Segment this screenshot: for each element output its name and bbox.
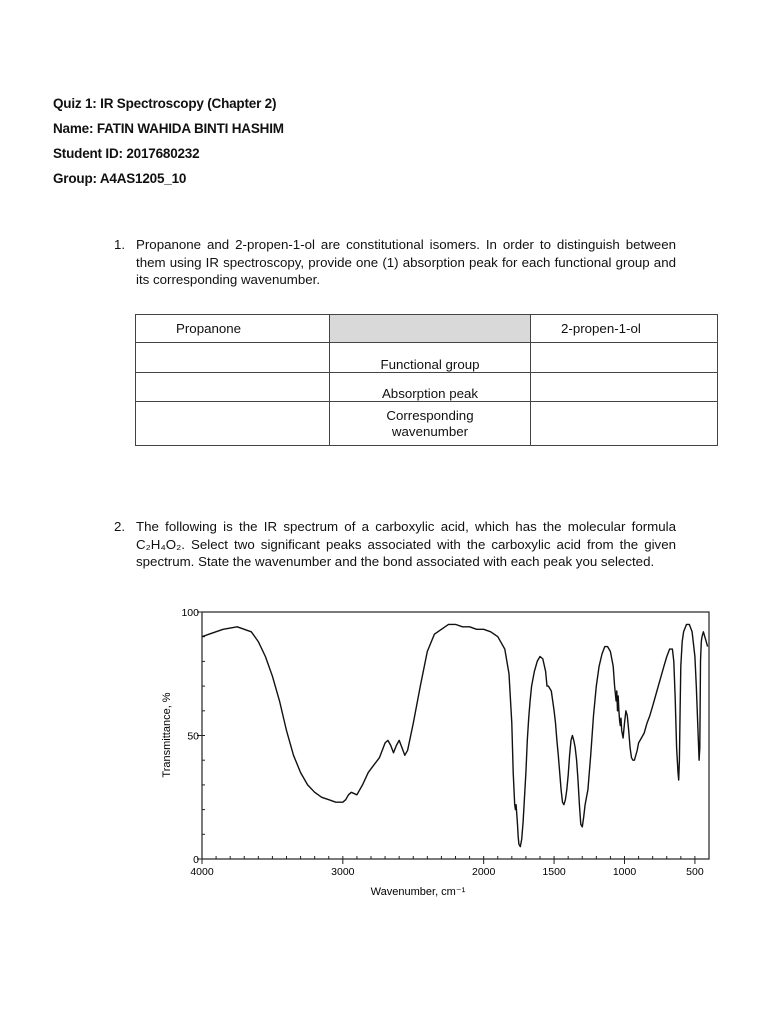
student-name: Name: FATIN WAHIDA BINTI HASHIM <box>53 121 284 136</box>
absorption-peak-label: Absorption peak <box>381 386 479 401</box>
propanone-header: Propanone <box>176 321 242 336</box>
propenol-header-cell <box>531 315 718 343</box>
quiz-title: Quiz 1: IR Spectroscopy (Chapter 2) <box>53 96 277 111</box>
spectrum-line <box>202 624 708 846</box>
y-tick-label: 50 <box>187 730 199 743</box>
propenol-answer-cell[interactable] <box>531 373 718 402</box>
x-axis-title: Wavenumber, cm⁻¹ <box>370 886 466 898</box>
y-tick-label: 100 <box>181 607 199 619</box>
y-axis-title: Transmittance, % <box>161 692 173 778</box>
row-label-cell <box>330 373 531 402</box>
question-2-text: The following is the IR spectrum of a carboxylic acid, which has the molecular formula C₂H₄O₂. Select two significant peaks associated with the carboxylic acid from the given spectrum. State the wavenumber and the bond associated with each peak you selected. <box>136 519 676 569</box>
ir-spectrum-chart <box>150 600 720 905</box>
table-row <box>136 373 718 402</box>
question-1-number: 1. <box>114 237 126 252</box>
propanone-header-cell <box>136 315 330 343</box>
table-header-row <box>136 315 718 343</box>
question-1-text: Propanone and 2-propen-1-ol are constitutional isomers. In order to distinguish between them using IR spectroscopy, provide one (1) absorption peak for each functional group and its corresponding wavenumber. <box>136 237 676 287</box>
row-label-cell <box>330 343 531 373</box>
propanone-answer-cell[interactable] <box>136 402 330 446</box>
propenol-answer-cell[interactable] <box>531 343 718 373</box>
x-tick-label: 1500 <box>542 866 566 878</box>
propanone-answer-cell[interactable] <box>136 373 330 402</box>
x-tick-label: 1000 <box>612 866 637 878</box>
x-tick-label: 500 <box>686 866 704 878</box>
x-tick-label: 3000 <box>331 866 355 878</box>
propenol-answer-cell[interactable] <box>531 402 718 446</box>
row-label-cell <box>330 402 531 446</box>
propanone-answer-cell[interactable] <box>136 343 330 373</box>
plot-frame <box>202 612 709 859</box>
x-tick-label: 4000 <box>190 866 214 878</box>
student-id: Student ID: 2017680232 <box>53 146 200 161</box>
table-row <box>136 343 718 373</box>
group-id: Group: A4AS1205_10 <box>53 171 187 186</box>
shaded-header-cell <box>330 315 531 343</box>
propenol-header: 2-propen-1-ol <box>561 321 641 336</box>
question-2-number: 2. <box>114 519 126 534</box>
functional-group-label: Functional group <box>380 357 480 372</box>
x-tick-label: 2000 <box>471 866 496 878</box>
table-row <box>136 402 718 446</box>
comparison-table <box>135 314 718 446</box>
y-tick-label: 0 <box>193 854 199 866</box>
wavenumber-label: Corresponding wavenumber <box>386 407 474 439</box>
